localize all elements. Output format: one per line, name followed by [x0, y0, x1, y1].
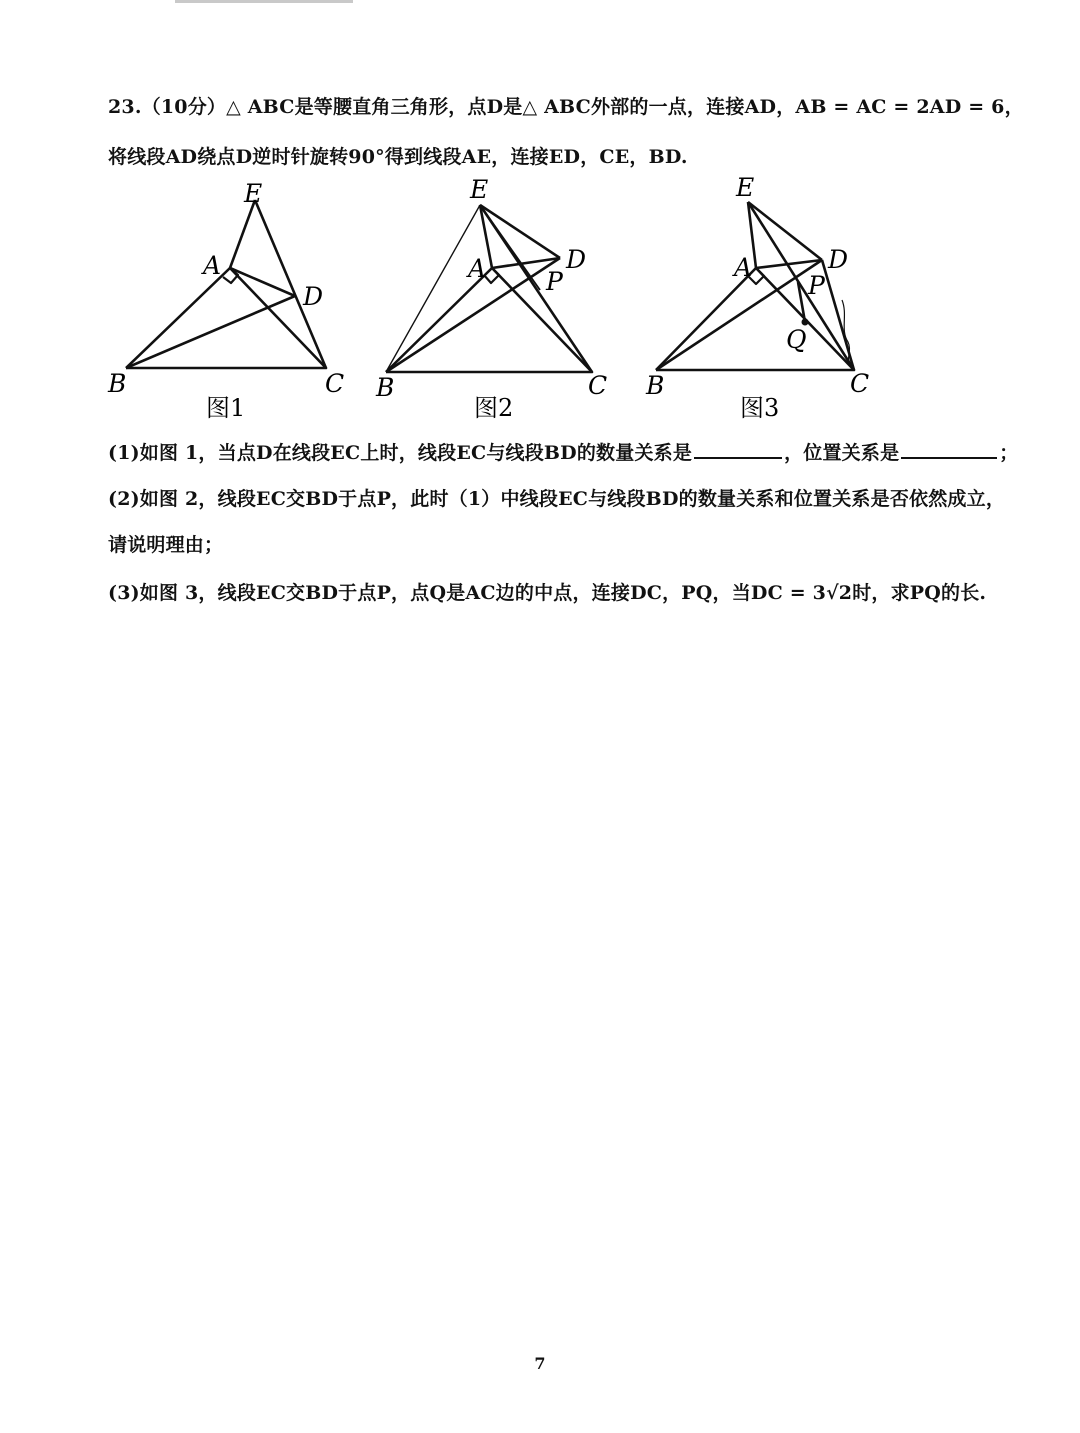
- figure-3-caption: 图3: [740, 394, 780, 422]
- fig1-label-a: A: [203, 251, 222, 280]
- question-1-text-end: ；: [999, 442, 1019, 464]
- fig1-label-b: B: [108, 369, 127, 398]
- figure-1-caption: 图1: [206, 394, 246, 422]
- question-1-text: (1)如图 1，当点D在线段EC上时，线段EC与线段BD的数量关系是: [108, 442, 693, 464]
- fig1-label-e: E: [244, 179, 263, 208]
- fig2-segment-ed: [480, 205, 560, 258]
- fig2-label-b: B: [376, 373, 395, 402]
- fig1-label-c: C: [325, 369, 345, 398]
- problem-line-2: 将线段AD绕点D逆时针旋转90°得到线段AE，连接ED，CE，BD.: [108, 146, 688, 168]
- question-1-text-mid: ，位置关系是: [784, 442, 900, 464]
- geometry-figures: [100, 170, 900, 430]
- figures-area: [100, 170, 900, 430]
- problem-line-1: 23.（10分）△ ABC是等腰直角三角形，点D是△ ABC外部的一点，连接AD，AB = AC = 2AD = 6，: [108, 96, 1024, 118]
- fig2-label-a: A: [468, 254, 487, 283]
- fig3-label-d: D: [828, 245, 849, 274]
- figure-1-drawing: [126, 200, 326, 368]
- fig1-segment-bd: [126, 296, 295, 368]
- fig2-label-d: D: [566, 245, 587, 274]
- fig3-label-p: P: [808, 271, 825, 300]
- answer-blank-quantity[interactable]: [694, 441, 782, 459]
- fig2-label-e: E: [470, 175, 489, 204]
- fig2-label-c: C: [588, 371, 608, 400]
- figure-2-caption: 图2: [474, 394, 514, 422]
- fig3-label-e: E: [736, 173, 755, 202]
- fig1-segment-ea: [230, 200, 255, 268]
- fig2-label-p: P: [546, 267, 563, 296]
- fig1-label-d: D: [303, 282, 324, 311]
- question-3: (3)如图 3，线段EC交BD于点P，点Q是AC边的中点，连接DC，PQ，当DC = 3√2时，求PQ的长.: [108, 582, 987, 604]
- fig3-label-q: Q: [786, 325, 807, 354]
- fig3-label-c: C: [850, 369, 870, 398]
- scan-artifact: [175, 0, 353, 3]
- fig1-triangle-abc: [126, 268, 326, 368]
- fig3-segment-ed: [748, 202, 822, 260]
- page-number: 7: [534, 1354, 546, 1373]
- fig2-segment-eb: [386, 205, 480, 372]
- answer-blank-position[interactable]: [901, 441, 997, 459]
- question-2-line-1: (2)如图 2，线段EC交BD于点P，此时（1）中线段EC与线段BD的数量关系和位置关系是否依然成立，: [108, 488, 1006, 510]
- fig3-label-b: B: [646, 371, 665, 400]
- question-2-line-2: 请说明理由；: [108, 534, 224, 556]
- question-1: [108, 438, 1018, 465]
- fig3-label-a: A: [734, 253, 753, 282]
